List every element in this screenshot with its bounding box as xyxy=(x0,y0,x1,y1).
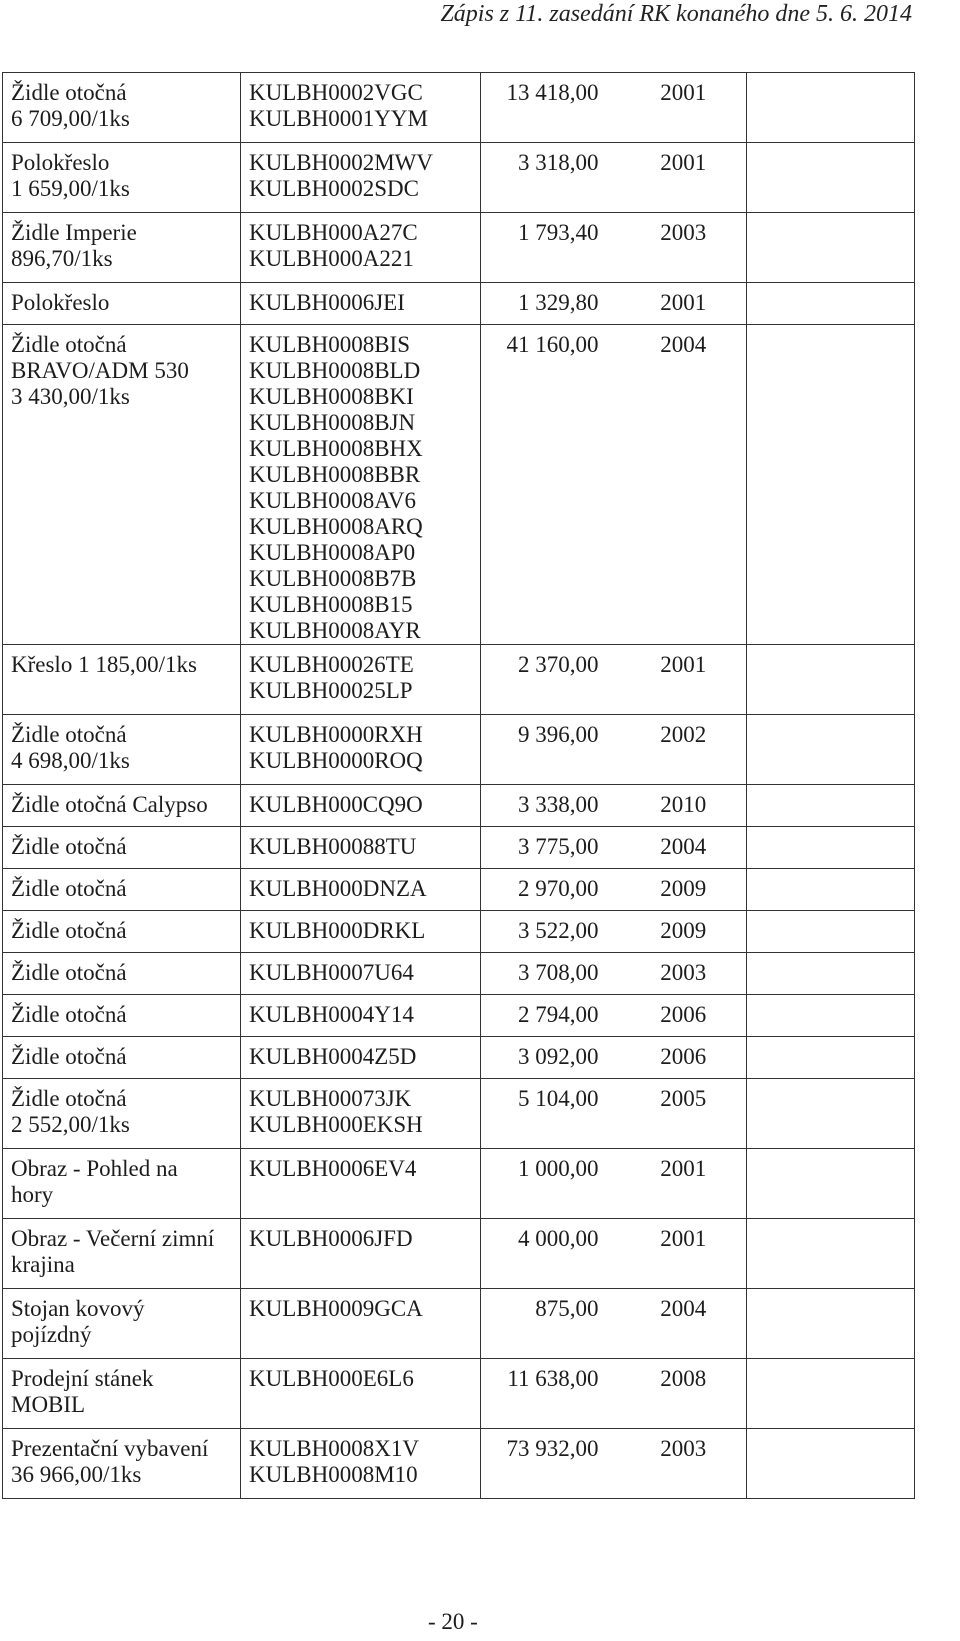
inventory-code: KULBH0000ROQ xyxy=(249,748,423,773)
inventory-code-cell xyxy=(241,645,481,715)
table-row xyxy=(3,1079,915,1149)
inventory-code-cell xyxy=(241,995,481,1037)
item-line: Židle otočná xyxy=(11,834,127,859)
item-line: 4 698,00/1ks xyxy=(11,748,130,773)
table-row xyxy=(3,143,915,213)
inventory-code: KULBH000A221 xyxy=(249,246,414,271)
price-cell: 3 522,00 xyxy=(481,911,621,953)
empty-cell xyxy=(747,953,915,995)
year-cell: 2003 xyxy=(621,1429,747,1499)
price-cell: 3 775,00 xyxy=(481,827,621,869)
inventory-code: KULBH000DNZA xyxy=(249,876,427,901)
year-cell: 2004 xyxy=(621,1289,747,1359)
inventory-code: KULBH0002MWV xyxy=(249,150,433,175)
item-cell xyxy=(3,953,241,995)
empty-cell xyxy=(747,1359,915,1429)
item-line: Obraz - Pohled na xyxy=(11,1156,178,1181)
empty-cell xyxy=(747,213,915,283)
inventory-code: KULBH0008M10 xyxy=(249,1462,418,1487)
item-line: 1 659,00/1ks xyxy=(11,176,130,201)
inventory-code-cell xyxy=(241,953,481,995)
item-cell xyxy=(3,283,241,325)
item-line: Polokřeslo xyxy=(11,150,110,175)
empty-cell xyxy=(747,1079,915,1149)
table-row xyxy=(3,213,915,283)
empty-cell xyxy=(747,911,915,953)
inventory-code: KULBH0008BJN xyxy=(249,410,416,435)
price-cell: 3 338,00 xyxy=(481,785,621,827)
item-line: Prezentační vybavení xyxy=(11,1436,209,1461)
year-cell: 2001 xyxy=(621,283,747,325)
item-line: 36 966,00/1ks xyxy=(11,1462,142,1487)
table-row xyxy=(3,1149,915,1219)
inventory-code-cell xyxy=(241,283,481,325)
empty-cell xyxy=(747,1289,915,1359)
item-line: Židle otočná xyxy=(11,960,127,985)
item-cell xyxy=(3,827,241,869)
year-cell: 2001 xyxy=(621,143,747,213)
year-cell: 2005 xyxy=(621,1079,747,1149)
empty-cell xyxy=(747,869,915,911)
item-line: Židle otočná xyxy=(11,876,127,901)
year-cell: 2006 xyxy=(621,1037,747,1079)
item-line: Obraz - Večerní zimní xyxy=(11,1226,215,1251)
price-cell: 2 794,00 xyxy=(481,995,621,1037)
table-row xyxy=(3,283,915,325)
inventory-code: KULBH0002VGC xyxy=(249,80,423,105)
item-cell xyxy=(3,1359,241,1429)
inventory-code-cell xyxy=(241,827,481,869)
item-line: pojízdný xyxy=(11,1322,92,1347)
inventory-code: KULBH0006JEI xyxy=(249,290,405,315)
year-cell: 2009 xyxy=(621,869,747,911)
empty-cell xyxy=(747,283,915,325)
inventory-code: KULBH0008BBR xyxy=(249,462,421,487)
year-cell: 2001 xyxy=(621,645,747,715)
inventory-code-cell xyxy=(241,715,481,785)
inventory-code: KULBH0004Z5D xyxy=(249,1044,417,1069)
item-line: krajina xyxy=(11,1252,75,1277)
price-cell: 73 932,00 xyxy=(481,1429,621,1499)
inventory-code: KULBH0008BIS xyxy=(249,332,411,357)
table-row xyxy=(3,995,915,1037)
inventory-code-cell xyxy=(241,1289,481,1359)
item-line: MOBIL xyxy=(11,1392,86,1417)
inventory-code: KULBH0002SDC xyxy=(249,176,419,201)
page-number: - 20 - xyxy=(428,1609,478,1634)
item-cell xyxy=(3,213,241,283)
item-line: Židle otočná xyxy=(11,1086,127,1111)
empty-cell xyxy=(747,1037,915,1079)
year-cell: 2006 xyxy=(621,995,747,1037)
item-line: Židle otočná xyxy=(11,722,127,747)
item-line: 2 552,00/1ks xyxy=(11,1112,130,1137)
item-line: 6 709,00/1ks xyxy=(11,106,130,131)
table-row xyxy=(3,715,915,785)
inventory-code-cell xyxy=(241,1359,481,1429)
item-line: Prodejní stánek xyxy=(11,1366,154,1391)
table-row xyxy=(3,827,915,869)
inventory-code: KULBH0008B15 xyxy=(249,592,413,617)
inventory-code: KULBH0001YYM xyxy=(249,106,428,131)
table-row xyxy=(3,911,915,953)
year-cell: 2004 xyxy=(621,827,747,869)
table-row xyxy=(3,1037,915,1079)
item-cell xyxy=(3,73,241,143)
inventory-code-cell xyxy=(241,1429,481,1499)
inventory-code-cell xyxy=(241,1079,481,1149)
inventory-code-cell xyxy=(241,73,481,143)
item-line: Židle otočná xyxy=(11,1002,127,1027)
empty-cell xyxy=(747,785,915,827)
year-cell: 2004 xyxy=(621,325,747,645)
inventory-code-cell xyxy=(241,213,481,283)
year-cell: 2003 xyxy=(621,213,747,283)
empty-cell xyxy=(747,715,915,785)
inventory-code-cell xyxy=(241,1037,481,1079)
item-cell xyxy=(3,1289,241,1359)
empty-cell xyxy=(747,1429,915,1499)
inventory-code: KULBH0009GCA xyxy=(249,1296,423,1321)
item-cell xyxy=(3,715,241,785)
inventory-code: KULBH0004Y14 xyxy=(249,1002,414,1027)
inventory-code: KULBH0008B7B xyxy=(249,566,417,591)
year-cell: 2001 xyxy=(621,1219,747,1289)
item-cell xyxy=(3,1079,241,1149)
price-cell: 3 708,00 xyxy=(481,953,621,995)
inventory-table xyxy=(2,72,915,1499)
item-cell xyxy=(3,1149,241,1219)
price-cell: 3 318,00 xyxy=(481,143,621,213)
item-cell xyxy=(3,325,241,645)
inventory-code: KULBH00088TU xyxy=(249,834,417,859)
inventory-code-cell xyxy=(241,143,481,213)
document-header-title: Zápis z 11. zasedání RK konaného dne 5. 6. 2014 xyxy=(440,1,912,27)
inventory-code: KULBH00026TE xyxy=(249,652,414,677)
item-line: Polokřeslo xyxy=(11,290,110,315)
year-cell: 2001 xyxy=(621,1149,747,1219)
item-line: Křeslo 1 185,00/1ks xyxy=(11,652,197,677)
year-cell: 2010 xyxy=(621,785,747,827)
empty-cell xyxy=(747,73,915,143)
item-cell xyxy=(3,995,241,1037)
table-row xyxy=(3,1359,915,1429)
price-cell: 4 000,00 xyxy=(481,1219,621,1289)
table-row xyxy=(3,1289,915,1359)
price-cell: 1 793,40 xyxy=(481,213,621,283)
inventory-code: KULBH000E6L6 xyxy=(249,1366,414,1391)
inventory-code: KULBH0008X1V xyxy=(249,1436,419,1461)
table-row xyxy=(3,1429,915,1499)
item-cell xyxy=(3,869,241,911)
price-cell: 875,00 xyxy=(481,1289,621,1359)
price-cell: 11 638,00 xyxy=(481,1359,621,1429)
price-cell: 9 396,00 xyxy=(481,715,621,785)
price-cell: 41 160,00 xyxy=(481,325,621,645)
inventory-code: KULBH00025LP xyxy=(249,678,413,703)
item-line: Židle otočná Calypso xyxy=(11,792,208,817)
inventory-code-cell xyxy=(241,869,481,911)
item-cell xyxy=(3,143,241,213)
table-row xyxy=(3,953,915,995)
inventory-code: KULBH000EKSH xyxy=(249,1112,423,1137)
inventory-code: KULBH0008AYR xyxy=(249,618,421,643)
inventory-code: KULBH0008BLD xyxy=(249,358,421,383)
empty-cell xyxy=(747,143,915,213)
inventory-code-cell xyxy=(241,1149,481,1219)
price-cell: 13 418,00 xyxy=(481,73,621,143)
item-cell xyxy=(3,1429,241,1499)
price-cell: 1 329,80 xyxy=(481,283,621,325)
inventory-table-body xyxy=(3,73,915,1499)
price-cell: 5 104,00 xyxy=(481,1079,621,1149)
inventory-code: KULBH0008AV6 xyxy=(249,488,416,513)
inventory-code: KULBH0007U64 xyxy=(249,960,414,985)
item-line: Židle otočná xyxy=(11,918,127,943)
item-line: Židle otočná xyxy=(11,80,127,105)
table-row xyxy=(3,785,915,827)
item-cell xyxy=(3,911,241,953)
item-line: hory xyxy=(11,1182,54,1207)
year-cell: 2008 xyxy=(621,1359,747,1429)
inventory-code-cell xyxy=(241,1219,481,1289)
inventory-code-cell xyxy=(241,325,481,645)
table-row xyxy=(3,645,915,715)
inventory-code: KULBH0006EV4 xyxy=(249,1156,417,1181)
year-cell: 2001 xyxy=(621,73,747,143)
item-cell xyxy=(3,785,241,827)
table-row xyxy=(3,325,915,645)
price-cell: 1 000,00 xyxy=(481,1149,621,1219)
empty-cell xyxy=(747,1219,915,1289)
price-cell: 2 970,00 xyxy=(481,869,621,911)
empty-cell xyxy=(747,645,915,715)
inventory-code: KULBH0008ARQ xyxy=(249,514,423,539)
inventory-code-cell xyxy=(241,785,481,827)
empty-cell xyxy=(747,325,915,645)
inventory-code: KULBH000DRKL xyxy=(249,918,426,943)
item-line: BRAVO/ADM 530 xyxy=(11,358,189,383)
table-row xyxy=(3,869,915,911)
item-line: Židle otočná xyxy=(11,332,127,357)
inventory-code: KULBH000CQ9O xyxy=(249,792,423,817)
inventory-code: KULBH0008BKI xyxy=(249,384,414,409)
inventory-code: KULBH0008BHX xyxy=(249,436,423,461)
price-cell: 3 092,00 xyxy=(481,1037,621,1079)
item-line: 3 430,00/1ks xyxy=(11,384,130,409)
year-cell: 2009 xyxy=(621,911,747,953)
item-cell xyxy=(3,1219,241,1289)
inventory-code: KULBH0000RXH xyxy=(249,722,423,747)
year-cell: 2002 xyxy=(621,715,747,785)
empty-cell xyxy=(747,827,915,869)
empty-cell xyxy=(747,995,915,1037)
table-row xyxy=(3,73,915,143)
inventory-code: KULBH0008AP0 xyxy=(249,540,416,565)
table-row xyxy=(3,1219,915,1289)
price-cell: 2 370,00 xyxy=(481,645,621,715)
item-line: 896,70/1ks xyxy=(11,246,113,271)
item-cell xyxy=(3,1037,241,1079)
inventory-code: KULBH0006JFD xyxy=(249,1226,413,1251)
item-line: Židle Imperie xyxy=(11,220,137,245)
item-line: Stojan kovový xyxy=(11,1296,145,1321)
year-cell: 2003 xyxy=(621,953,747,995)
inventory-code: KULBH000A27C xyxy=(249,220,418,245)
item-cell xyxy=(3,645,241,715)
inventory-code-cell xyxy=(241,911,481,953)
inventory-code: KULBH00073JK xyxy=(249,1086,412,1111)
item-line: Židle otočná xyxy=(11,1044,127,1069)
empty-cell xyxy=(747,1149,915,1219)
